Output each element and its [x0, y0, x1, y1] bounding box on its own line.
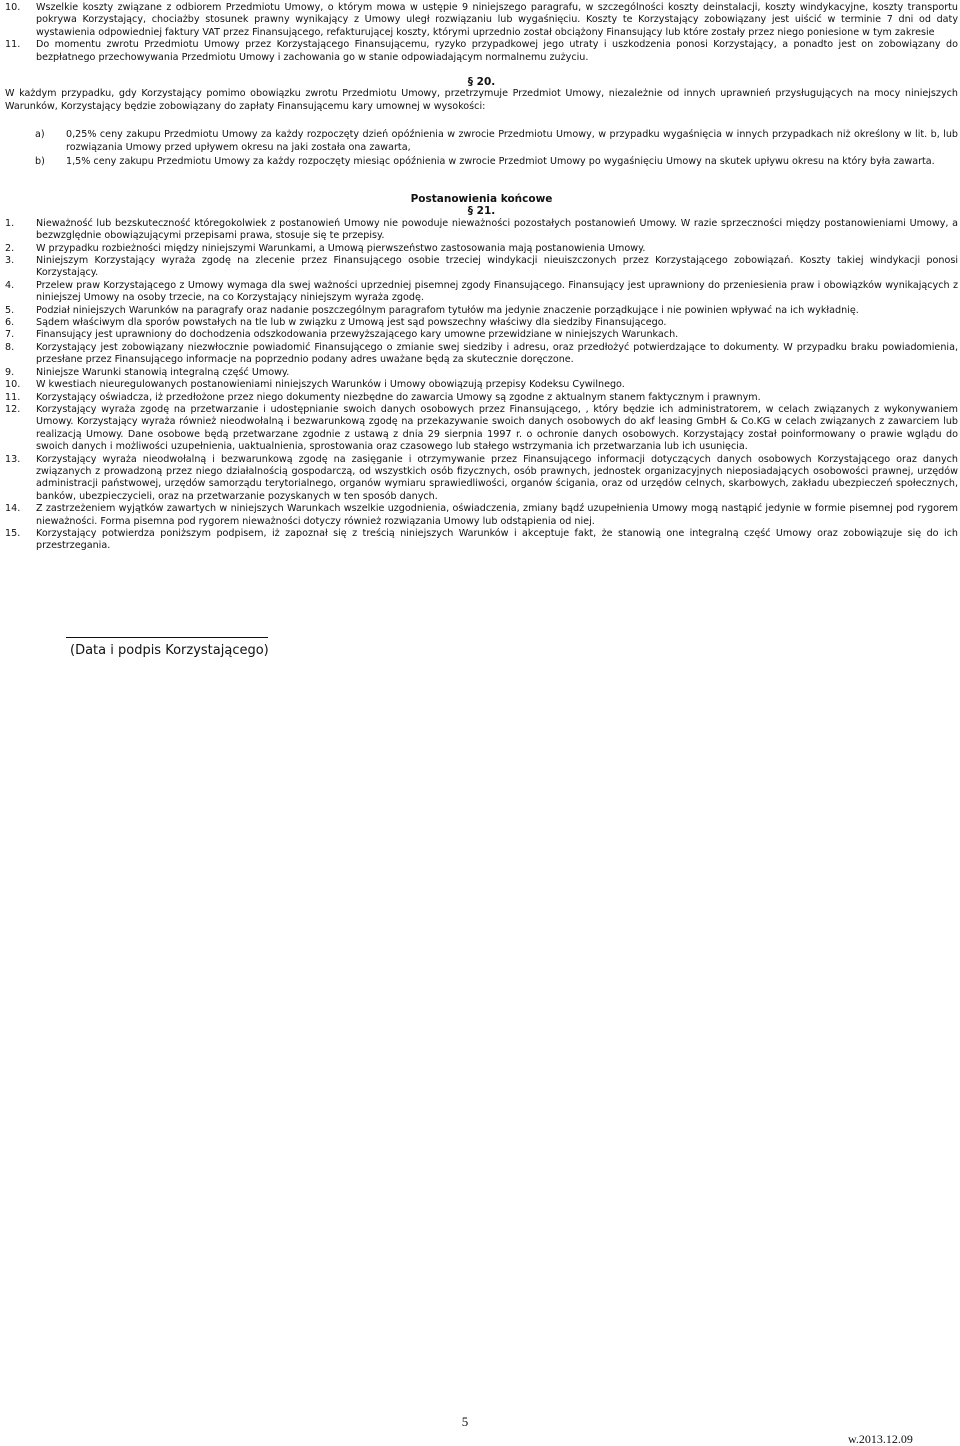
provision-text: Korzystający wyraża zgodę na przetwarzanie i udostępnianie swoich danych osobowych przez Finansującego, , który będzie ich administratorem, w celach związanych z wykonywaniem Umowy. Korzystający wyraża również nieodwołalną i bezwarunkową zgodę na przekazywanie swoich danych osobowych do akf leasing GmbH & Co.KG w celach związanych z zawarciem lub realizacją Umowy. Dane osobowe będą przetwarzane zgodnie z ustawą z dnia 29 sierpnia 1997 r. o ochronie danych osobowych. Korzystający został poinformowany o prawie wglądu do swoich danych i możliwości uzupełnienia, uaktualnienia, sprostowania oraz czasowego lub stałego wstrzymania ich przetwarzania lub ich usunięcia.: [36, 403, 958, 453]
item-text: 1,5% ceny zakupu Przedmiotu Umowy za każdy rozpoczęty miesiąc opóźnienia w zwrocie Przedmiot Umowy po wygaśnięciu Umowy na skutek upływu okresu na który była zawarta.: [66, 156, 935, 168]
provision-item: [5, 305, 958, 317]
provision-item: [5, 280, 958, 305]
provision-item: [5, 342, 958, 367]
provision-text: Niniejszym Korzystający wyraża zgodę na zlecenie przez Finansującego osobie trzeciej windykacji nieuiszczonych przez Korzystającego zobowiązań. Koszty takiej windykacji ponosi Korzystający.: [36, 255, 958, 279]
provision-item: [5, 392, 958, 404]
section-21-heading: § 21.: [467, 205, 496, 218]
final-provisions: [5, 193, 958, 553]
provision-text: Korzystający oświadcza, iż przedłożone przez niego dokumenty niezbędne do zawarcia Umowy są zgodne z aktualnym stanem faktycznym i prawnym.: [36, 391, 761, 403]
provision-number: 13.: [5, 453, 21, 465]
provision-number: 15.: [5, 527, 21, 539]
document-version: w.2013.12.09: [848, 1432, 913, 1446]
provision-item: [5, 367, 958, 379]
provision-text: Podział niniejszych Warunków na paragrafy oraz nadanie poszczególnym paragrafom tytułów ma jedynie znaczenie porządkujące i nie powinien wpływać na ich wykładnię.: [36, 304, 859, 316]
provision-text: Sądem właściwym dla sporów powstałych na tle lub w związku z Umową jest sąd powszechny właściwy dla siedziby Finansującego.: [36, 317, 667, 329]
provision-text: Finansujący jest uprawniony do dochodzenia odszkodowania przewyższającego kary umowne przewidziane w niniejszych Warunkach.: [36, 329, 679, 341]
provision-text: Nieważność lub bezskuteczność któregokolwiek z postanowień Umowy nie powoduje nieważności pozostałych postanowień Umowy. W razie sprzeczności między postanowieniami Umowy, a bezwzględnie obowiązującymi przepisami prawa, stosuje się te przepisy.: [36, 217, 958, 242]
provision-number: 11.: [5, 391, 21, 403]
page-number: 5: [461, 1414, 469, 1429]
clause-10: [5, 2, 958, 39]
clause-number: 10.: [5, 2, 21, 13]
provision-number: 12.: [5, 403, 21, 415]
provision-item: [5, 528, 958, 553]
provision-number: 6.: [5, 317, 15, 329]
provision-number: 8.: [5, 341, 15, 353]
provision-item: [5, 503, 958, 528]
provision-number: 14.: [5, 503, 21, 515]
penalty-item-b: [5, 156, 958, 168]
provision-text: Korzystający potwierdza poniższym podpisem, iż zapoznał się z treścią niniejszych Warunków i akceptuje fakt, że stanowią one integralną część Umowy oraz zobowiązuje się do ich przestrzegania.: [36, 527, 958, 552]
provision-item: [5, 218, 958, 243]
provision-item: [5, 454, 958, 504]
provision-number: 2.: [5, 242, 15, 254]
provision-number: 4.: [5, 279, 15, 291]
clause-11: [5, 39, 958, 64]
item-letter: a): [35, 129, 45, 141]
clause-text: Do momentu zwrotu Przedmiotu Umowy przez Korzystającego Finansującemu, ryzyko przypadkowej jego utraty i uszkodzenia ponosi Korzystający, a ponadto jest on zobowiązany do bezpłatnego przechowywania Przedmiotu Umowy i zachowania go w stanie odpowiadającym normalnemu zużyciu.: [36, 39, 958, 63]
provision-text: Przelew praw Korzystającego z Umowy wymaga dla swej ważności uprzedniej pisemnej zgody Finansującego. Finansujący jest uprawniony do przeniesienia praw i obowiązków wynikających z niniejszej Umowy na osoby trzecie, na co Korzystający niniejszym wyraża zgodę.: [36, 279, 958, 304]
provision-number: 3.: [5, 255, 15, 267]
section-21-number: 21.: [476, 205, 496, 218]
provision-number: 5.: [5, 304, 15, 316]
item-text: 0,25% ceny zakupu Przedmiotu Umowy za każdy rozpoczęty dzień opóźnienia w zwrocie Przedmiotu Umowy, w przypadku wygaśnięcia w innych przypadkach niż określony w lit. b, lub rozwiązania Umowy przed upływem okresu na jaki została ona zawarta,: [66, 129, 958, 153]
provision-text: Korzystający wyraża nieodwołalną i bezwarunkową zgodę na zasięganie i otrzymywanie przez Finansującego informacji dotyczących danych osobowych Korzystającego oraz danych związanych z prowadzoną przez niego działalnością gospodarczą, od wszystkich osób fizycznych, osób prawnych, jednostek organizacyjnych nieposiadających osobowości prawnej, urzędów administracji państwowej, urzędów samorządu terytorialnego, organów wymiaru sprawiedliwości, organów ścigania, oraz od urzędów celnych, skarbowych, zakładu ubezpieczeń społecznych, banków, ubezpieczycieli, oraz na przetwarzanie pozyskanych w ten sposób danych.: [36, 453, 958, 502]
penalty-item-a: [5, 129, 958, 154]
provision-item: [5, 243, 958, 255]
provision-number: 9.: [5, 366, 15, 378]
provision-number: 7.: [5, 329, 15, 341]
provision-number: 1.: [5, 217, 15, 229]
clause-text: Wszelkie koszty związane z odbiorem Przedmiotu Umowy, o którym mowa w ustępie 9 niniejszego paragrafu, w szczególności koszty deinstalacji, koszty windykacyjne, koszty transportu pokrywa Korzystający, chociażby stosunek prawny wynikający z Umowy uległ rozwiązaniu lub wygaśnięciu. Koszty te Korzystający zobowiązany jest uiścić w terminie 7 dni od daty wystawienia odpowiedniej faktury VAT przez Finansującego, refakturującej koszty, którymi uprzednio został obciążony Finansujący lub które zostały przez niego poniesione w tym zakresie: [36, 2, 958, 38]
section-20-number: 20.: [476, 76, 496, 88]
clause-number: 11.: [5, 39, 21, 51]
provision-item: [5, 255, 958, 280]
provision-number: 10.: [5, 379, 21, 391]
provision-item: [5, 404, 958, 454]
signature-line: [66, 637, 268, 638]
provision-text: Z zastrzeżeniem wyjątków zawartych w niniejszych Warunkach wszelkie uzgodnienia, oświadczenia, zmiany bądź uzupełnienia Umowy mogą nastąpić jedynie w formie pisemnej pod rygorem nieważności. Forma pisemna pod rygorem nieważności dotyczy również rozwiązania Umowy lub odstąpienia od niej.: [36, 503, 958, 527]
final-provisions-title: Postanowienia końcowe: [410, 193, 553, 205]
section-20: [5, 76, 958, 170]
section-20-intro: W każdym przypadku, gdy Korzystający pomimo obowiązku zwrotu Przedmiotu Umowy, przetrzymuje Przedmiot Umowy, niezależnie od innych uprawnień przysługujących na mocy niniejszych Warunków, Korzystający będzie zobowiązany do zapłaty Finansującemu kary umownej w wysokości:: [5, 88, 958, 112]
provision-item: [5, 317, 958, 329]
section-20-heading: § 20.: [467, 76, 496, 88]
provision-text: W przypadku rozbieżności między niniejszymi Warunkami, a Umową pierwszeństwo zastosowania mają postanowienia Umowy.: [36, 242, 646, 254]
top-clause-list: [5, 2, 958, 64]
final-provisions-list: [5, 218, 958, 553]
provision-item: [5, 379, 958, 391]
signature-caption: (Data i podpis Korzystającego): [70, 643, 269, 658]
provision-text: Niniejsze Warunki stanowią integralną część Umowy.: [36, 366, 290, 378]
top-clauses: [5, 2, 958, 64]
item-letter: b): [35, 156, 45, 168]
provision-item: [5, 329, 958, 341]
provision-text: Korzystający jest zobowiązany niezwłocznie powiadomić Finansującego o zmianie swej siedziby i adresu, oraz przedłożyć potwierdzające to dokumenty. W przypadku braku powiadomienia, przesłane przez Finansującego informacje na poprzednio podany adres uważane będą za skutecznie doręczone.: [36, 341, 958, 366]
provision-text: W kwestiach nieuregulowanych postanowieniami niniejszych Warunków i Umowy obowiązują przepisy Kodeksu Cywilnego.: [36, 379, 625, 391]
